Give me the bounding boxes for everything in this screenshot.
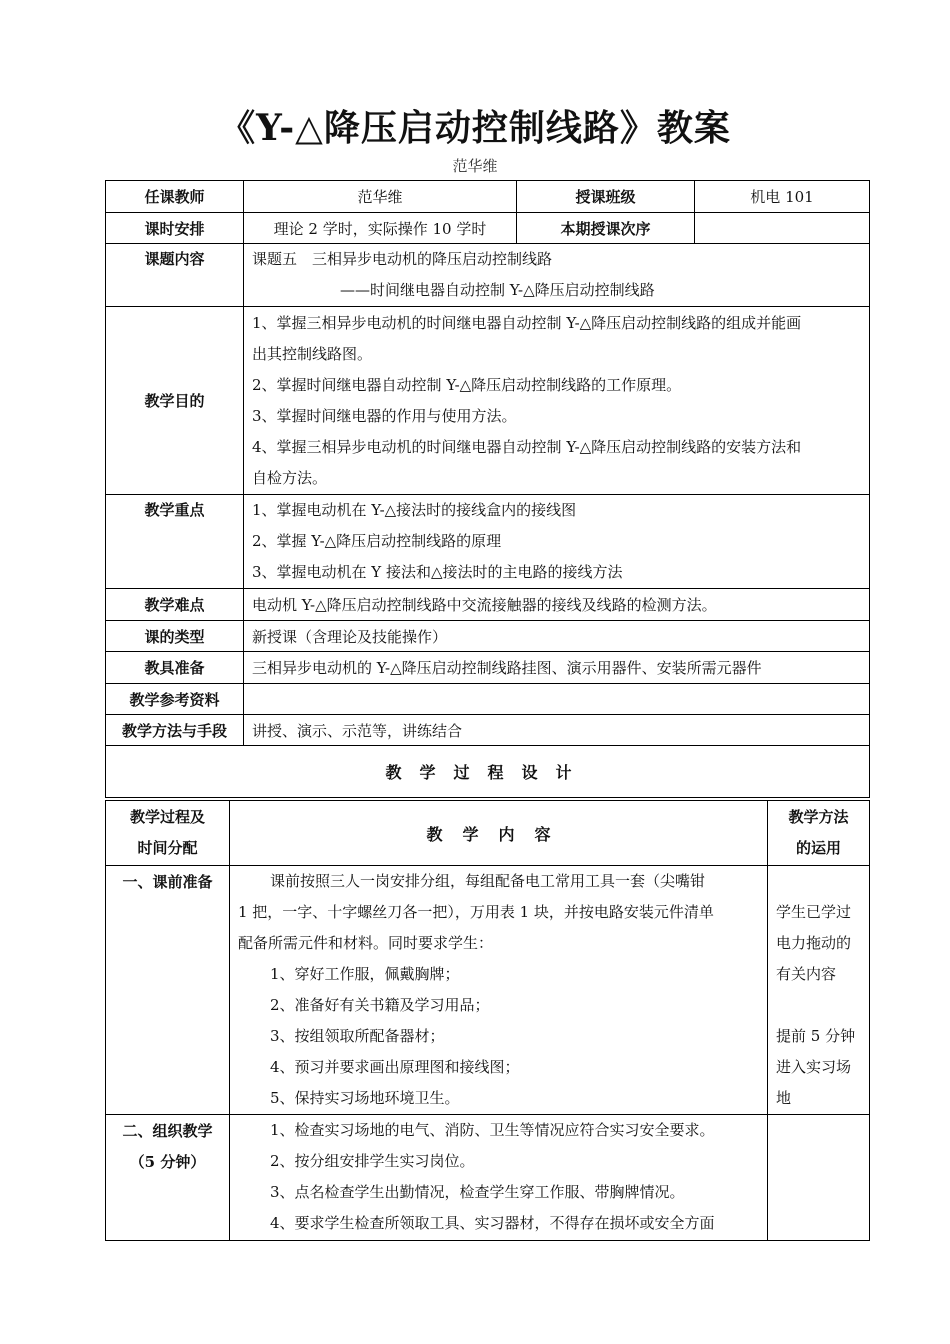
class-value: 机电 101 <box>695 181 870 213</box>
content-line: 配备所需元件和材料。同时要求学生： <box>238 934 494 952</box>
content-line: 2、准备好有关书籍及学习用品； <box>270 996 490 1014</box>
order-value <box>695 213 870 244</box>
difficulty-label: 教学难点 <box>106 589 244 621</box>
goal-line: 自检方法。 <box>252 468 328 487</box>
method-line: 进入实习场 <box>776 1058 852 1076</box>
content-line: 1、穿好工作服，佩戴胸牌； <box>270 965 460 983</box>
process-col-stage-header <box>106 801 230 866</box>
stage-cell <box>106 866 230 1115</box>
method-line: 学生已学过 <box>776 903 852 921</box>
content-line: 1 把，一字、十字螺丝刀各一把），万用表 1 块，并按电路安装元件清单 <box>238 903 714 921</box>
stage-line: 一、课前准备 <box>122 873 213 891</box>
key-line: 1、掌握电动机在 Y-△接法时的接线盒内的接线图 <box>252 501 577 519</box>
table-row <box>106 746 870 798</box>
goal-line: 2、掌握时间继电器自动控制 Y-△降压启动控制线路的工作原理。 <box>252 375 682 394</box>
document-author: 范华维 <box>452 157 498 175</box>
difficulty-value: 电动机 Y-△降压启动控制线路中交流接触器的接线及线路的检测方法。 <box>244 589 870 621</box>
method-cell <box>768 866 870 1115</box>
key-line: 3、掌握电动机在 Y 接法和△接法时的主电路的接线方法 <box>252 563 623 581</box>
process-heading: 教学过程设计 <box>106 746 870 798</box>
key-label: 教学重点 <box>106 495 244 589</box>
process-col-method-header <box>768 801 870 866</box>
method-label: 教学方法与手段 <box>106 715 244 746</box>
content-line: 3、点名检查学生出勤情况，检查学生穿工作服、带胸牌情况。 <box>270 1183 685 1201</box>
content-cell <box>230 866 768 1115</box>
table-row <box>106 652 870 684</box>
table-row <box>106 244 870 307</box>
header-line: 教学方法 <box>788 808 849 826</box>
table-row <box>106 495 870 589</box>
method-value: 讲授、演示、示范等，讲练结合 <box>244 715 870 746</box>
topic-line: ——时间继电器自动控制 Y-△降压启动控制线路 <box>340 281 655 299</box>
topic-label: 课题内容 <box>106 244 244 307</box>
content-line: 4、预习并要求画出原理图和接线图； <box>270 1058 520 1076</box>
tools-value: 三相异步电动机的 Y-△降压启动控制线路挂图、演示用器件、安装所需元器件 <box>244 652 870 684</box>
schedule-value: 理论 2 学时，实际操作 10 学时 <box>244 213 517 244</box>
document-title: 《Y-△降压启动控制线路》教案 <box>219 107 731 149</box>
goal-line: 出其控制线路图。 <box>252 344 373 363</box>
reference-label: 教学参考资料 <box>106 684 244 715</box>
schedule-label: 课时安排 <box>106 213 244 244</box>
order-label: 本期授课次序 <box>517 213 695 244</box>
goal-line: 4、掌握三相异步电动机的时间继电器自动控制 Y-△降压启动控制线路的安装方法和 <box>252 437 802 456</box>
method-line <box>776 866 861 897</box>
stage-line: （5 分钟） <box>129 1153 206 1171</box>
stage-cell <box>106 1115 230 1241</box>
type-value: 新授课（含理论及技能操作） <box>244 621 870 652</box>
table-row <box>106 801 870 866</box>
content-cell <box>230 1115 768 1241</box>
teacher-label: 任课教师 <box>106 181 244 213</box>
key-line: 2、掌握 Y-△降压启动控制线路的原理 <box>252 532 502 550</box>
method-line: 电力拖动的 <box>776 934 852 952</box>
key-content <box>244 495 870 589</box>
process-col-content-header: 教学内容 <box>230 801 768 866</box>
table-row <box>106 1115 870 1241</box>
method-cell <box>768 1115 870 1241</box>
tools-label: 教具准备 <box>106 652 244 684</box>
method-line: 地 <box>776 1089 792 1107</box>
method-line: 提前 5 分钟 <box>776 1027 856 1045</box>
process-table <box>105 800 870 1241</box>
topic-line: 课题五 三相异步电动机的降压启动控制线路 <box>252 250 553 268</box>
header-line: 时间分配 <box>137 839 198 857</box>
topic-content <box>244 244 870 307</box>
table-row <box>106 181 870 213</box>
table-row <box>106 213 870 244</box>
content-line: 1、检查实习场地的电气、消防、卫生等情况应符合实习安全要求。 <box>270 1121 715 1139</box>
table-row <box>106 684 870 715</box>
content-line: 3、按组领取所配备器材； <box>270 1027 445 1045</box>
goal-content <box>244 307 870 495</box>
method-line: 有关内容 <box>776 965 837 983</box>
content-line: 4、要求学生检查所领取工具、实习器材，不得存在损坏或安全方面 <box>270 1214 715 1232</box>
header-line: 教学过程及 <box>129 808 205 826</box>
reference-value <box>244 684 870 715</box>
content-line: 2、按分组安排学生实习岗位。 <box>270 1152 475 1170</box>
goal-line: 1、掌握三相异步电动机的时间继电器自动控制 Y-△降压启动控制线路的组成并能画 <box>252 313 802 332</box>
goal-line: 3、掌握时间继电器的作用与使用方法。 <box>252 406 517 425</box>
table-row <box>106 589 870 621</box>
table-row <box>106 715 870 746</box>
content-line: 课前按照三人一岗安排分组，每组配备电工常用工具一套（尖嘴钳 <box>270 872 706 890</box>
content-line: 5、保持实习场地环境卫生。 <box>270 1089 460 1107</box>
table-row <box>106 307 870 495</box>
teacher-value: 范华维 <box>244 181 517 213</box>
method-line <box>776 990 861 1021</box>
type-label: 课的类型 <box>106 621 244 652</box>
table-row <box>106 621 870 652</box>
lesson-info-table <box>105 180 870 798</box>
class-label: 授课班级 <box>517 181 695 213</box>
stage-line: 二、组织教学 <box>122 1122 213 1140</box>
goal-label: 教学目的 <box>106 307 244 495</box>
header-line: 的运用 <box>795 839 841 857</box>
table-row <box>106 866 870 1115</box>
